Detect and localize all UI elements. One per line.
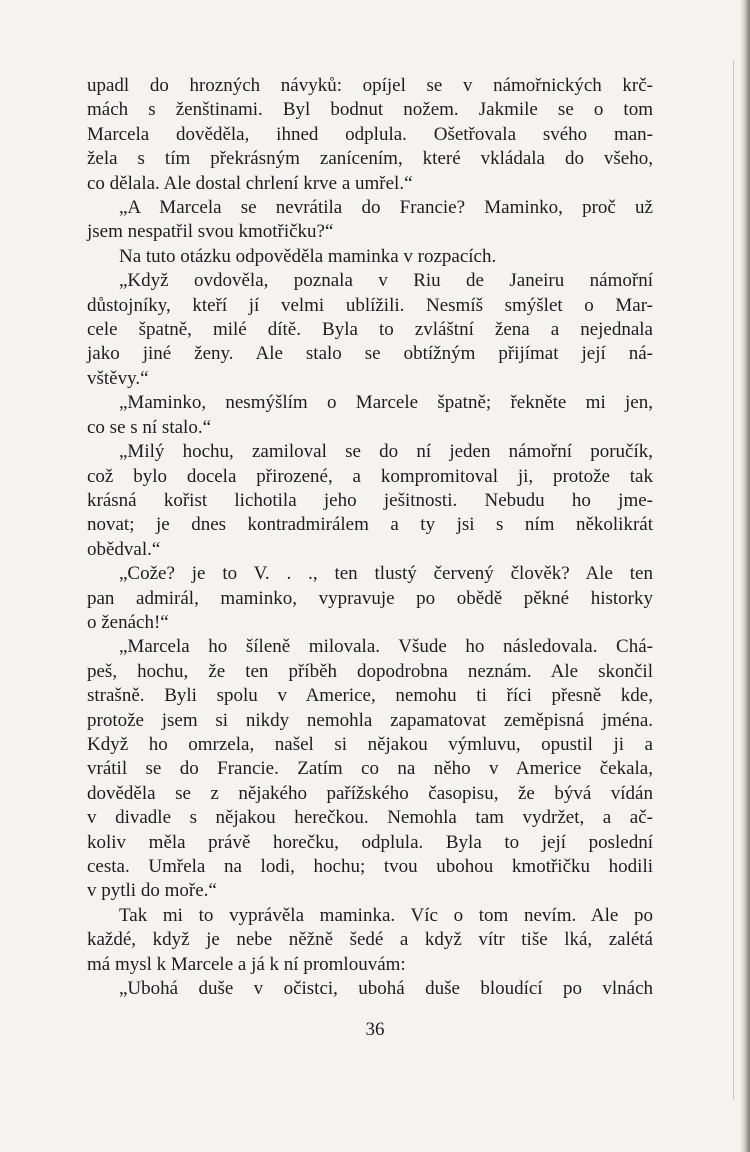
text-line: důstojníky, kteří jí velmi ublížili. Nesmíš smýšlet o Mar- [87, 294, 653, 316]
text-line: „Maminko, nesmýšlím o Marcele špatně; řekněte mi jen, [119, 392, 653, 414]
text-line: Na tuto otázku odpověděla maminka v rozpacích. [119, 245, 497, 267]
text-line: protože jsem si nikdy nemohla zapamatovat zeměpisná jména. [87, 709, 653, 731]
text-line: vrátil se do Francie. Zatím co na něho v Americe čekala, [87, 758, 653, 780]
page-number: 36 [365, 1019, 385, 1040]
text-line: což bylo docela přirozené, a kompromitoval ji, protože tak [87, 465, 653, 487]
text-line: vštěvy.“ [87, 367, 149, 389]
page-edge-shadow [740, 0, 750, 1152]
text-line: cele špatně, milé dítě. Byla to zvláštní žena a nejednala [87, 319, 653, 341]
text-line: „Milý hochu, zamiloval se do ní jeden námořní poručík, [119, 441, 653, 463]
text-line: „A Marcela se nevrátila do Francie? Maminko, proč už [119, 197, 653, 219]
text-line: Marcela dověděla, ihned odplula. Ošetřovala svého man- [87, 123, 653, 145]
text-line: dověděla se z nějakého pařížského časopisu, že bývá vídán [87, 782, 653, 804]
page-fold-line [733, 60, 734, 1100]
text-line: novat; je dnes kontradmirálem a ty jsi s ním několikrát [87, 514, 653, 536]
text-line: jako jiné ženy. Ale stalo se obtížným přijímat její ná- [87, 343, 653, 365]
text-line: „Cože? je to V. . ., ten tlustý červený člověk? Ale ten [119, 563, 653, 585]
text-line: jsem nespatřil svou kmotřičku?“ [87, 221, 334, 243]
text-line: cesta. Umřela na lodi, hochu; tvou ubohou kmotřičku hodili [87, 856, 653, 877]
text-line: pan admirál, maminko, vypravuje po obědě pěkné historky [87, 587, 653, 609]
text-line: v pytli do moře.“ [87, 880, 217, 902]
text-line: strašně. Byli spolu v Americe, nemohu ti říci přesně kde, [87, 685, 653, 707]
text-line: co dělala. Ale dostal chrlení krve a umřel.“ [87, 172, 413, 194]
text-line: každé, když je nebe něžně šedé a když vítr tiše lká, zalétá [87, 929, 653, 951]
text-line: „Když ovdověla, poznala v Riu de Janeiru námořní [119, 270, 653, 292]
text-line: „Marcela ho šíleně milovala. Všude ho následovala. Chá- [119, 636, 653, 658]
text-line: obědval.“ [87, 538, 161, 560]
body-text [87, 74, 653, 1001]
text-line: „Ubohá duše v očistci, ubohá duše bloudící po vlnách [119, 978, 653, 1000]
text-line: co se s ní stalo.“ [87, 416, 212, 438]
text-line: peš, hochu, že ten příběh dopodrobna neznám. Ale skončil [87, 660, 653, 682]
text-line: Tak mi to vyprávěla maminka. Víc o tom nevím. Ale po [119, 904, 653, 926]
text-line: žela s tím překrásným zanícením, které vkládala do všeho, [87, 148, 653, 170]
text-line: Když ho omrzela, našel si nějakou výmluvu, opustil ji a [87, 733, 653, 755]
text-line: krásná kořist lichotila jeho ješitnosti. Nebudu ho jme- [87, 489, 653, 511]
text-line: mách s ženštinami. Byl bodnut nožem. Jakmile se o tom [87, 99, 653, 121]
text-line: koliv měla právě horečku, odplula. Byla to její poslední [87, 831, 653, 853]
text-line: v divadle s nějakou herečkou. Nemohla tam vydržet, a ač- [87, 807, 653, 829]
text-line: upadl do hrozných návyků: opíjel se v námořnických krč- [87, 75, 653, 96]
text-line: má mysl k Marcele a já k ní promlouvám: [87, 953, 406, 975]
text-line: o ženách!“ [87, 611, 169, 633]
